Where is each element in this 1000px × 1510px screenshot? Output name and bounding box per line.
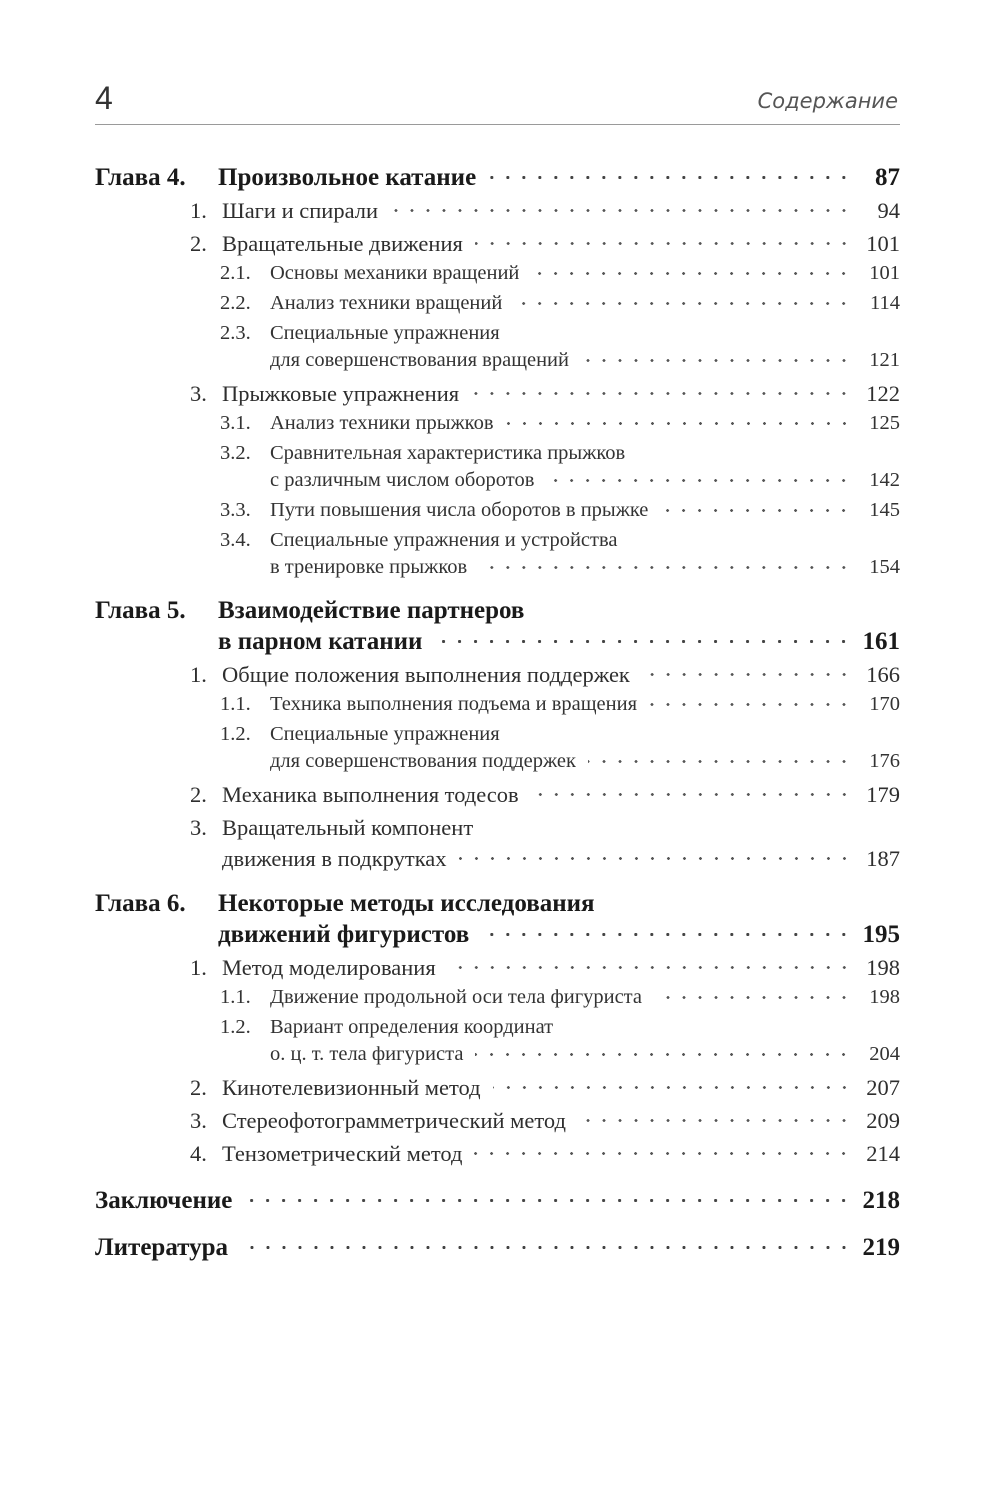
chapter-entry: [95, 595, 900, 657]
entry-title-line: Специальные упражнения: [270, 723, 500, 745]
entry-page: 101: [866, 231, 900, 256]
subsection-entry: [220, 984, 900, 1011]
entry-title-line: Общие положения выполнения поддержек: [222, 662, 630, 687]
entry-title: [218, 888, 900, 950]
entry-label: 2.1.: [220, 262, 251, 284]
entry-final-line: [95, 1232, 900, 1263]
entry-label: 1.: [190, 662, 207, 687]
entry-title-line: Заключение: [95, 1187, 233, 1214]
entry-title: [222, 228, 900, 259]
entry-page: 142: [869, 469, 900, 491]
entry-leader: [479, 554, 852, 581]
entry-final-line: [222, 1138, 900, 1169]
entry-title-line: в тренировке прыжков: [270, 556, 468, 578]
subsection-entry: [220, 410, 900, 437]
entry-title-line: Кинотелевизионный метод: [222, 1075, 481, 1100]
entry-title-line: Литература: [95, 1234, 229, 1261]
entry-label: 3.: [190, 815, 207, 840]
entry-final-line: [270, 497, 900, 524]
subsection-entry: [220, 691, 900, 718]
entry-page: 218: [862, 1187, 900, 1214]
entry-title: [222, 659, 900, 690]
entry-leader: [390, 195, 852, 226]
entry-final-line: [222, 952, 900, 983]
entry-leader: [531, 260, 852, 287]
entry-page: 114: [870, 292, 900, 314]
entry-label: 4.: [190, 1141, 207, 1166]
entry-page: 214: [866, 1141, 900, 1166]
header-rule: [95, 124, 900, 125]
entry-final-line: [270, 347, 900, 374]
entry-final-line: [222, 659, 900, 690]
entry-page: 94: [877, 198, 900, 223]
entry-title-line: Специальные упражнения и устройства: [270, 529, 618, 551]
entry-title-line: Произвольное катание: [218, 164, 477, 191]
entry-title-line: Вращательные движения: [222, 231, 463, 256]
entry-page: 176: [869, 750, 900, 772]
entry-page: 161: [862, 628, 900, 655]
entry-page: 198: [869, 986, 900, 1008]
entry-title: [222, 952, 900, 983]
entry-title: [222, 1138, 900, 1169]
entry-page: 195: [862, 921, 900, 948]
entry-title: [270, 440, 900, 494]
entry-title-line: Сравнительная характеристика прыжков: [270, 442, 626, 464]
entry-title-line: Взаимодействие партнеров: [218, 597, 525, 624]
entry-page: 125: [869, 412, 900, 434]
entry-title: [270, 290, 900, 317]
entry-title: [270, 320, 900, 374]
entry-label: 3.2.: [220, 442, 251, 464]
entry-label: 1.1.: [220, 693, 251, 715]
entry-title-line: Техника выполнения подъема и вращения: [270, 693, 638, 715]
section-entry: [190, 659, 900, 690]
entry-label: Глава 5.: [95, 597, 186, 624]
entry-final-line: [270, 290, 900, 317]
entry-title: [270, 527, 900, 581]
entry-leader: [481, 919, 852, 950]
subsection-entry: [220, 721, 900, 775]
entry-page: 145: [869, 499, 900, 521]
subsection-entry: [220, 440, 900, 494]
entry-title-line: Шаги и спирали: [222, 198, 379, 223]
entry-leader: [514, 290, 852, 317]
entry-page: 170: [869, 693, 900, 715]
entry-leader: [240, 1232, 852, 1263]
entry-final-line: [222, 195, 900, 226]
entry-label: 1.: [190, 198, 207, 223]
subsection-entry: [220, 527, 900, 581]
section-entry: [190, 195, 900, 226]
entry-leader: [474, 1138, 852, 1169]
section-entry: [190, 1072, 900, 1103]
entry-final-line: [222, 1072, 900, 1103]
entry-page: 207: [866, 1075, 900, 1100]
entry-title: [222, 378, 900, 409]
running-header: [95, 78, 900, 118]
section-entry: [190, 378, 900, 409]
entry-leader: [475, 228, 852, 259]
entry-title-line: в парном катании: [218, 628, 423, 655]
entry-final-line: [270, 1041, 900, 1068]
section-entry: [190, 812, 900, 874]
entry-title-line: с различным числом оборотов: [270, 469, 535, 491]
entry-title: [270, 1014, 900, 1068]
entry-title-line: Метод моделирования: [222, 955, 436, 980]
subsection-entry: [220, 260, 900, 287]
entry-title-line: о. ц. т. тела фигуриста: [270, 1043, 464, 1065]
entry-title-line: Основы механики вращений: [270, 262, 520, 284]
entry-leader: [660, 497, 852, 524]
entry-page: 166: [866, 662, 900, 687]
entry-leader: [434, 626, 852, 657]
entry-leader: [506, 410, 852, 437]
entry-title-line: движений фигуристов: [218, 921, 470, 948]
entry-title-line: Анализ техники прыжков: [270, 412, 494, 434]
entry-final-line: [270, 554, 900, 581]
entry-title-line: Вращательный компонент: [222, 815, 474, 840]
entry-leader: [488, 162, 852, 193]
entry-leader: [581, 347, 852, 374]
entry-title-line: для совершенствования вращений: [270, 349, 570, 371]
entry-label: 3.: [190, 381, 207, 406]
entry-final-line: [270, 467, 900, 494]
closing-entry: [95, 1232, 900, 1263]
entry-leader: [546, 467, 852, 494]
entry-final-line: [222, 1105, 900, 1136]
entry-leader: [649, 691, 852, 718]
entry-final-line: [270, 691, 900, 718]
entry-title-line: для совершенствования поддержек: [270, 750, 576, 772]
entry-label: 2.3.: [220, 322, 251, 344]
entry-leader: [493, 1072, 852, 1103]
entry-leader: [654, 984, 852, 1011]
section-entry: [190, 1138, 900, 1169]
entry-label: 3.3.: [220, 499, 251, 521]
entry-final-line: [222, 378, 900, 409]
entry-title: [270, 691, 900, 718]
entry-label: 1.1.: [220, 986, 251, 1008]
entry-title: [222, 195, 900, 226]
entry-title: [270, 260, 900, 287]
entry-final-line: [270, 984, 900, 1011]
entry-label: 2.: [190, 231, 207, 256]
entry-title: [222, 1105, 900, 1136]
entry-label: 2.: [190, 782, 207, 807]
entry-final-line: [270, 410, 900, 437]
entry-title: [218, 595, 900, 657]
entry-label: Глава 6.: [95, 890, 186, 917]
entry-label: 2.: [190, 1075, 207, 1100]
entry-leader: [459, 843, 852, 874]
entry-title-line: Движение продольной оси тела фигуриста: [270, 986, 642, 1008]
entry-title-line: Вариант определения координат: [270, 1016, 554, 1038]
entry-page: 179: [866, 782, 900, 807]
entry-title: [222, 812, 900, 874]
section-entry: [190, 1105, 900, 1136]
entry-title-line: Специальные упражнения: [270, 322, 500, 344]
entry-label: 3.1.: [220, 412, 251, 434]
entry-title: [270, 497, 900, 524]
entry-page: 219: [862, 1234, 900, 1261]
entry-title: [270, 984, 900, 1011]
entry-label: 3.4.: [220, 529, 251, 551]
entry-page: 209: [866, 1108, 900, 1133]
entry-final-line: [218, 626, 900, 657]
entry-label: 1.2.: [220, 1016, 251, 1038]
entry-final-line: [222, 779, 900, 810]
entry-final-line: [218, 919, 900, 950]
entry-leader: [471, 378, 852, 409]
entry-final-line: [222, 228, 900, 259]
running-title: Содержание: [757, 89, 898, 113]
entry-leader: [448, 952, 852, 983]
entry-page: 187: [866, 846, 900, 871]
entry-leader: [475, 1041, 852, 1068]
entry-final-line: [270, 260, 900, 287]
entry-title-line: Анализ техники вращений: [270, 292, 503, 314]
entry-title-line: движения в подкрутках: [222, 846, 447, 871]
section-entry: [190, 779, 900, 810]
entry-title: [222, 1072, 900, 1103]
entry-page: 101: [869, 262, 900, 284]
entry-title-line: Тензометрический метод: [222, 1141, 463, 1166]
entry-leader: [578, 1105, 852, 1136]
entry-title: [270, 410, 900, 437]
entry-title: [218, 162, 900, 193]
entry-title: [95, 1185, 900, 1216]
entry-leader: [244, 1185, 852, 1216]
entry-page: 122: [866, 381, 900, 406]
entry-page: 198: [866, 955, 900, 980]
page-number: 4: [95, 80, 113, 116]
closing-entry: [95, 1185, 900, 1216]
entry-title: [270, 721, 900, 775]
subsection-entry: [220, 320, 900, 374]
entry-final-line: [222, 843, 900, 874]
entry-title-line: Стереофотограмметрический метод: [222, 1108, 566, 1133]
entry-final-line: [218, 162, 900, 193]
entry-final-line: [95, 1185, 900, 1216]
entry-final-line: [270, 748, 900, 775]
entry-title-line: Некоторые методы исследования: [218, 890, 595, 917]
section-entry: [190, 952, 900, 983]
entry-label: 1.2.: [220, 723, 251, 745]
entry-page: 154: [869, 556, 900, 578]
entry-title-line: Прыжковые упражнения: [222, 381, 460, 406]
subsection-entry: [220, 497, 900, 524]
section-entry: [190, 228, 900, 259]
table-of-contents: [95, 162, 900, 1263]
entry-page: 87: [875, 164, 900, 191]
entry-title: [95, 1232, 900, 1263]
entry-page: 204: [869, 1043, 900, 1065]
entry-title: [222, 779, 900, 810]
chapter-entry: [95, 888, 900, 950]
subsection-entry: [220, 290, 900, 317]
entry-leader: [588, 748, 852, 775]
chapter-entry: [95, 162, 900, 193]
entry-page: 121: [869, 349, 900, 371]
entry-leader: [642, 659, 852, 690]
entry-label: 2.2.: [220, 292, 251, 314]
entry-label: Глава 4.: [95, 164, 186, 191]
entry-title-line: Механика выполнения тодесов: [222, 782, 519, 807]
entry-title-line: Пути повышения числа оборотов в прыжке: [270, 499, 649, 521]
entry-leader: [531, 779, 852, 810]
entry-label: 1.: [190, 955, 207, 980]
subsection-entry: [220, 1014, 900, 1068]
entry-label: 3.: [190, 1108, 207, 1133]
